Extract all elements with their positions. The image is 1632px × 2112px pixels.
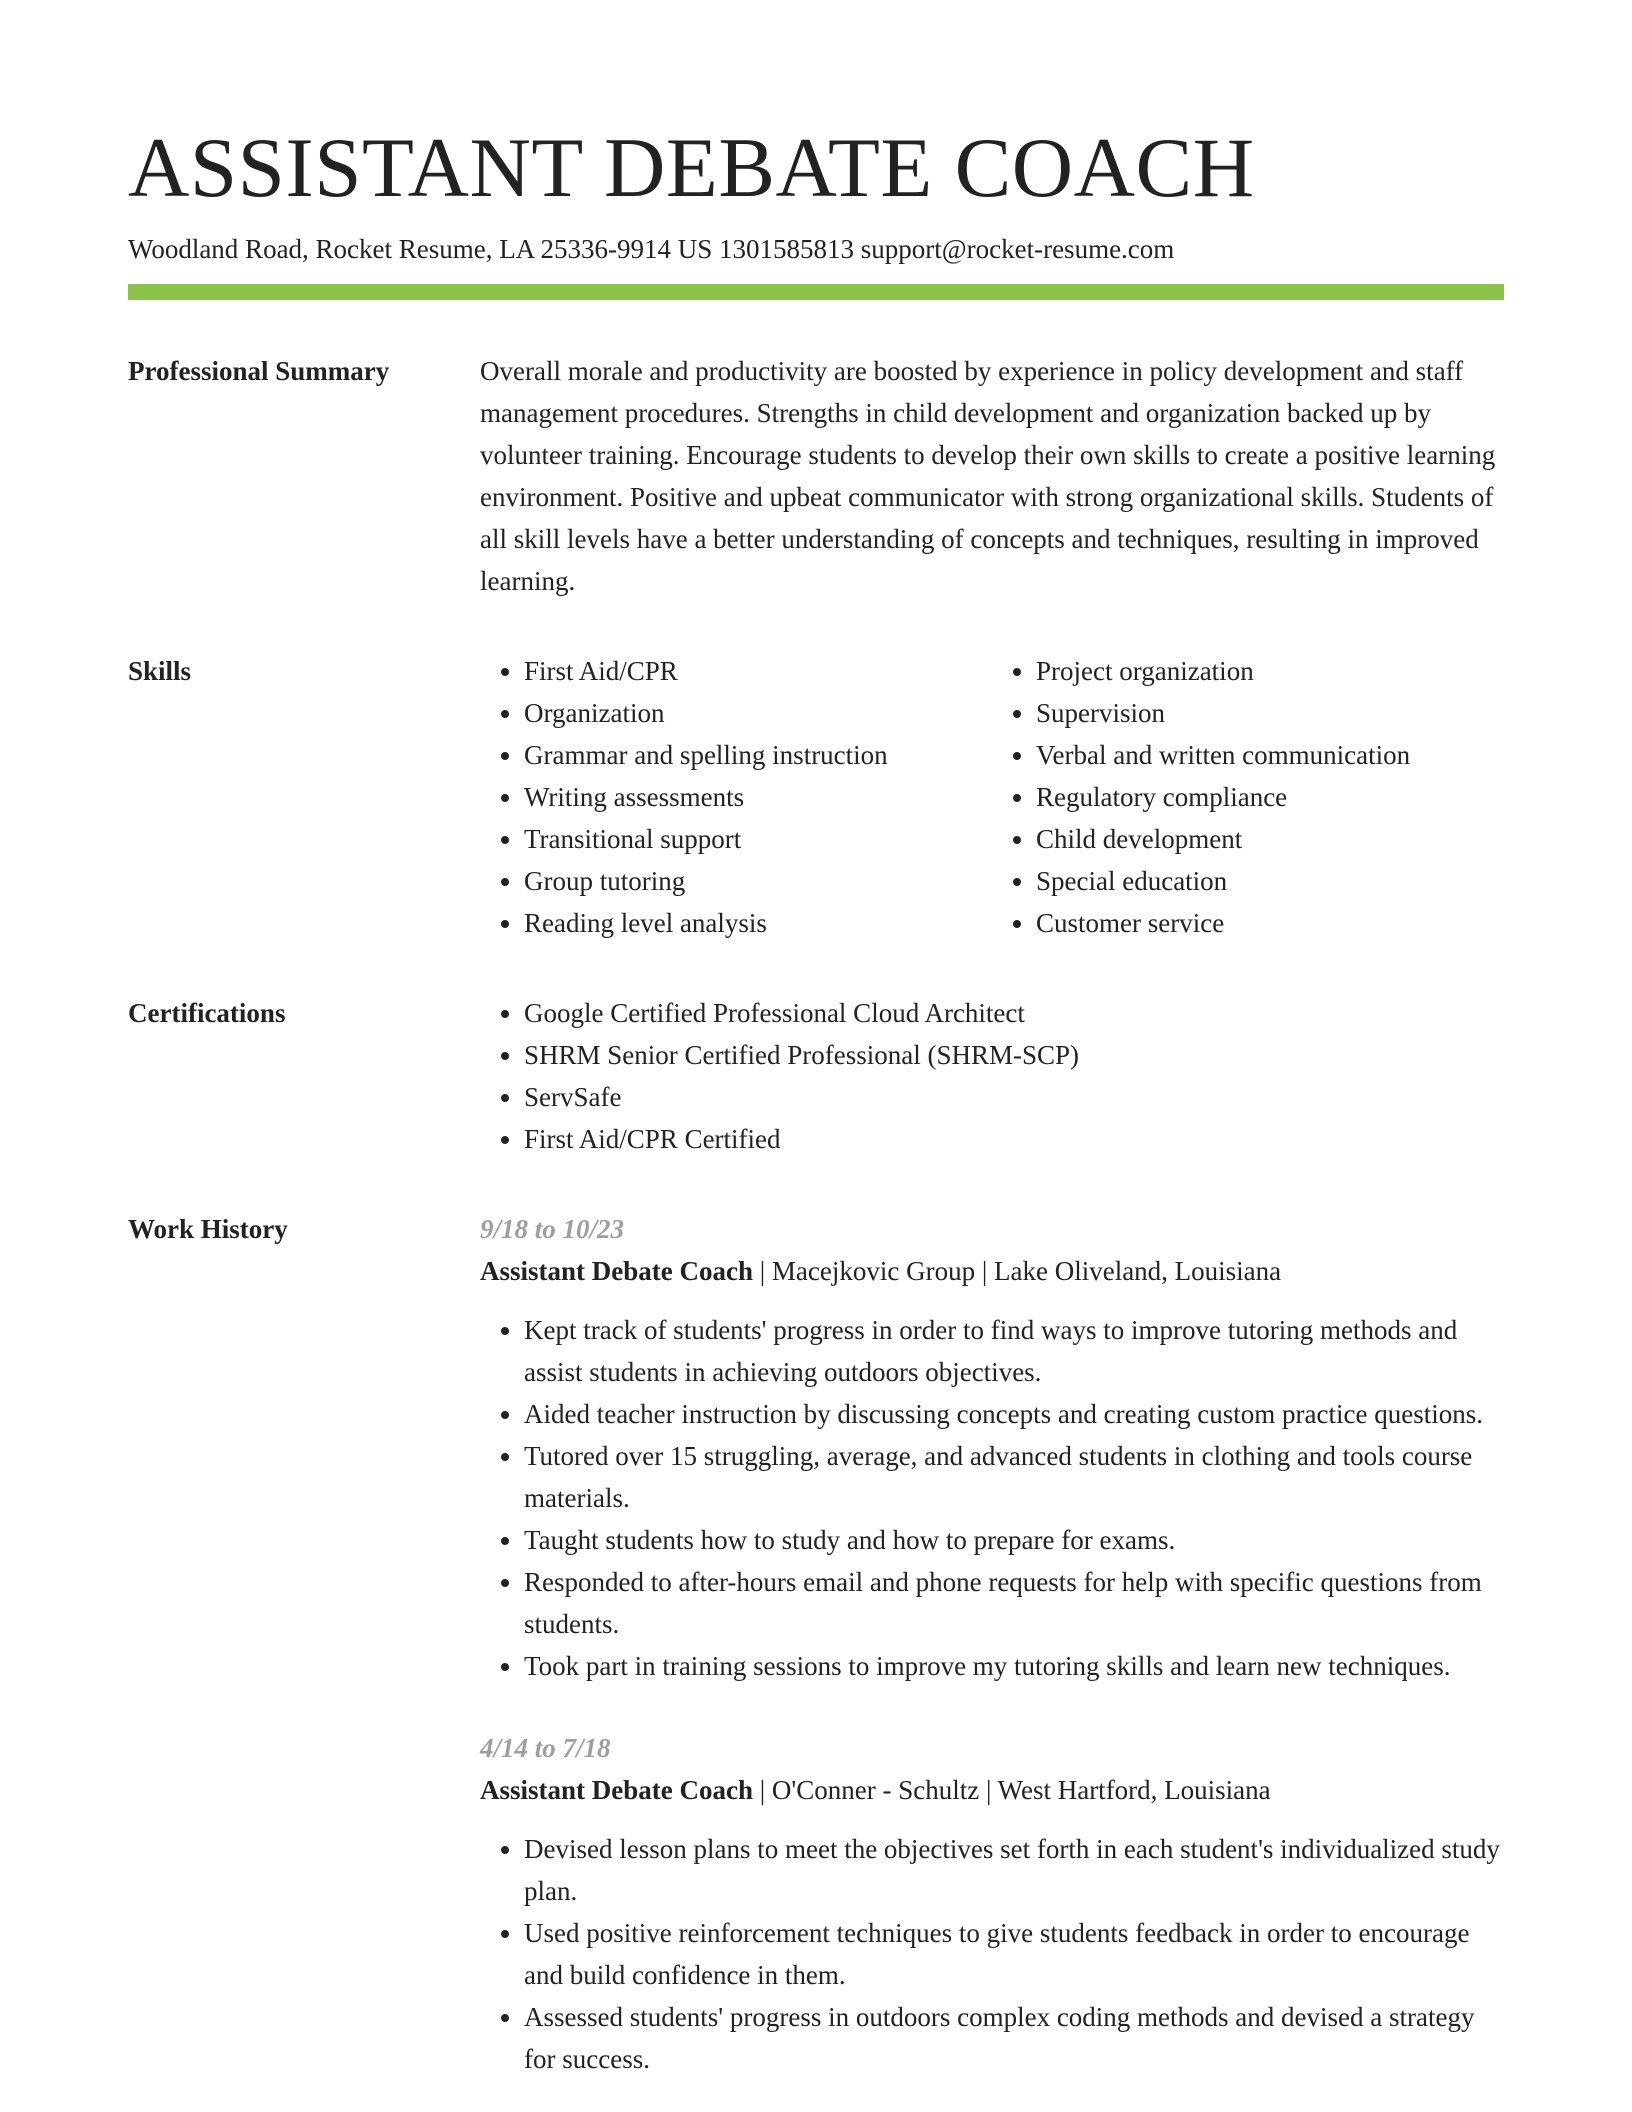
skill-item: • Grammar and spelling instruction <box>524 734 992 776</box>
job-heading <box>480 1769 1504 1811</box>
section-label-work-history: Work History <box>128 1214 288 1244</box>
skill-item: • Group tutoring <box>524 860 992 902</box>
job-title: Assistant Debate Coach <box>480 1256 753 1286</box>
skill-item: • Customer service <box>1036 902 1504 944</box>
resume-page <box>128 0 1504 2080</box>
work-history-section <box>128 1208 1504 2080</box>
header-divider <box>128 284 1504 300</box>
certification-item: • ServSafe <box>524 1076 1504 1118</box>
section-label-skills: Skills <box>128 656 192 686</box>
job-duty-item: • Aided teacher instruction by discussing concepts and creating custom practice questions. <box>524 1393 1504 1435</box>
certifications-list <box>480 992 1504 1160</box>
skill-item: • Special education <box>1036 860 1504 902</box>
certification-item: • First Aid/CPR Certified <box>524 1118 1504 1160</box>
skill-item: • Verbal and written communication <box>1036 734 1504 776</box>
skill-item: • Writing assessments <box>524 776 992 818</box>
skills-list-left <box>480 650 992 944</box>
contact-line: Woodland Road, Rocket Resume, LA 25336-9914 US 1301585813 support@rocket-resume.com <box>128 234 1175 264</box>
section-label-summary: Professional Summary <box>128 356 390 386</box>
job-entry <box>480 1208 1504 1687</box>
job-heading <box>480 1250 1504 1292</box>
job-duty-item: • Kept track of students' progress in order to find ways to improve tutoring methods and assist students in achieving outdoors objectives. <box>524 1309 1504 1393</box>
skill-item: • First Aid/CPR <box>524 650 992 692</box>
job-duty-item: • Devised lesson plans to meet the objectives set forth in each student's individualized study plan. <box>524 1828 1504 1912</box>
skill-item: • Supervision <box>1036 692 1504 734</box>
summary-text: Overall morale and productivity are boosted by experience in policy development and staff management procedures. Strengths in child development and organization backed up by volunteer training. Encourage students to develop their own skills to create a positive learning environment. Positive and upbeat communicator with strong organizational skills. Students of all skill levels have a better understanding of concepts and techniques, resulting in improved learning. <box>480 356 1496 596</box>
skills-section <box>128 650 1504 944</box>
job-employer-location: | Macejkovic Group | Lake Oliveland, Louisiana <box>753 1256 1282 1286</box>
summary-section <box>128 350 1504 602</box>
job-duty-item: • Used positive reinforcement techniques to give students feedback in order to encourage and build confidence in them. <box>524 1912 1504 1996</box>
certification-item: • Google Certified Professional Cloud Architect <box>524 992 1504 1034</box>
job-duty-item: • Taught students how to study and how to prepare for exams. <box>524 1519 1504 1561</box>
job-duties-list <box>480 1309 1504 1687</box>
work-history-list <box>480 1208 1504 2080</box>
skill-item: • Project organization <box>1036 650 1504 692</box>
job-dates: 9/18 to 10/23 <box>480 1214 625 1244</box>
job-duty-item: • Responded to after-hours email and phone requests for help with specific questions from students. <box>524 1561 1504 1645</box>
job-dates: 4/14 to 7/18 <box>480 1733 611 1763</box>
resume-name: ASSISTANT DEBATE COACH <box>128 121 1255 215</box>
skill-item: • Transitional support <box>524 818 992 860</box>
skills-list-right <box>992 650 1504 944</box>
skill-item: • Organization <box>524 692 992 734</box>
certifications-section <box>128 992 1504 1160</box>
job-duty-item: • Tutored over 15 struggling, average, and advanced students in clothing and tools course materials. <box>524 1435 1504 1519</box>
section-label-certifications: Certifications <box>128 998 286 1028</box>
job-title: Assistant Debate Coach <box>480 1775 753 1805</box>
job-duty-item: • Assessed students' progress in outdoors complex coding methods and devised a strategy for success. <box>524 1996 1504 2080</box>
job-entry <box>480 1727 1504 2080</box>
skill-item: • Regulatory compliance <box>1036 776 1504 818</box>
skill-item: • Child development <box>1036 818 1504 860</box>
job-employer-location: | O'Conner - Schultz | West Hartford, Louisiana <box>753 1775 1271 1805</box>
job-duties-list <box>480 1828 1504 2080</box>
certification-item: • SHRM Senior Certified Professional (SHRM-SCP) <box>524 1034 1504 1076</box>
job-duty-item: • Took part in training sessions to improve my tutoring skills and learn new techniques. <box>524 1645 1504 1687</box>
skill-item: • Reading level analysis <box>524 902 992 944</box>
